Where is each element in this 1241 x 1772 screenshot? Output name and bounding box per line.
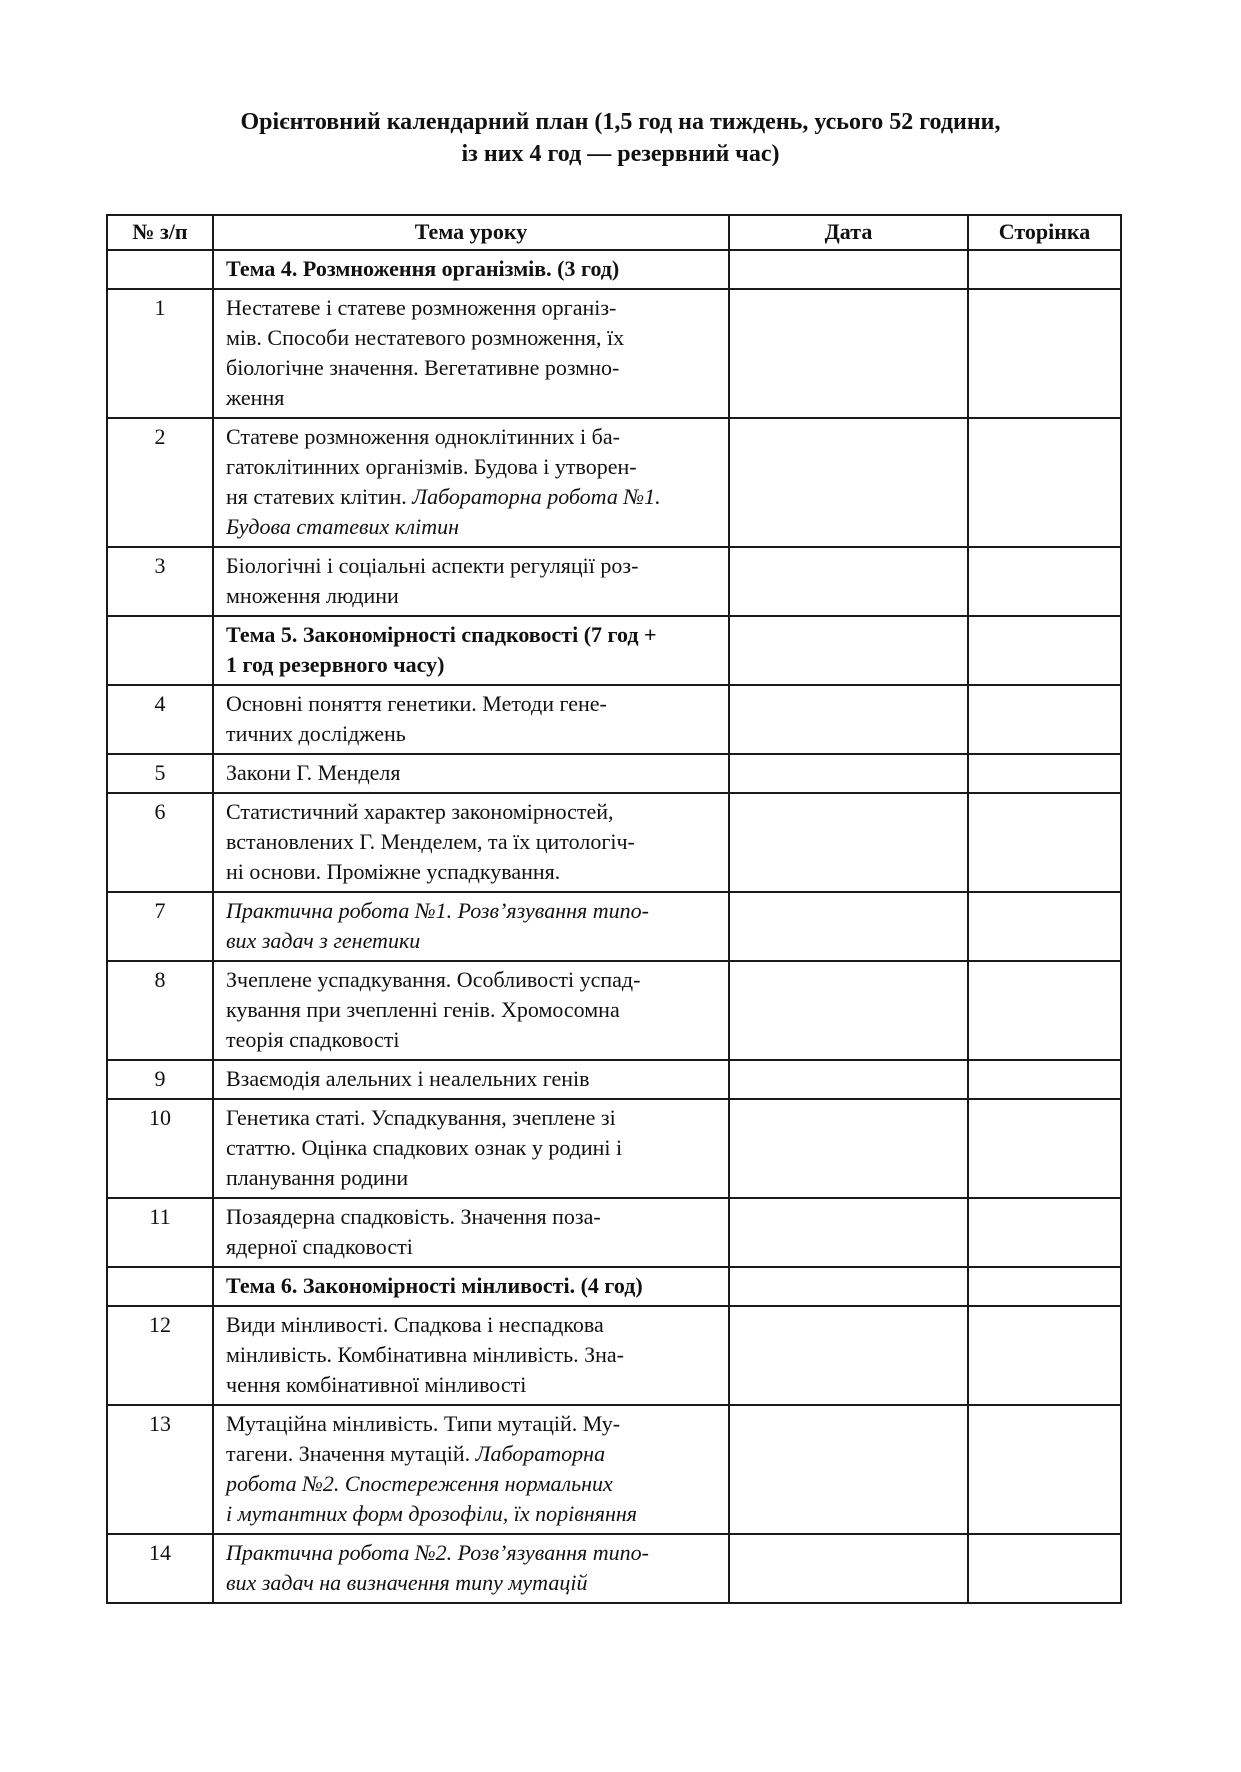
lesson-number-cell: 1 bbox=[107, 289, 213, 418]
topic-text: Взаємодія алельних і неалельних генів bbox=[226, 1066, 590, 1091]
page-cell bbox=[968, 1099, 1121, 1198]
topic-text: Закони Г. Менделя bbox=[226, 760, 401, 785]
table-row bbox=[107, 1405, 1121, 1534]
lesson-topic-cell bbox=[213, 1198, 729, 1267]
topic-text: чення комбінативної мінливості bbox=[226, 1372, 527, 1397]
date-cell bbox=[729, 1306, 968, 1405]
lesson-topic-cell bbox=[213, 418, 729, 547]
table-row bbox=[107, 418, 1121, 547]
table-body bbox=[107, 250, 1121, 1603]
topic-text: мів. Способи нестатевого розмноження, їх bbox=[226, 325, 625, 350]
lesson-number-cell: 3 bbox=[107, 547, 213, 616]
topic-text: Види мінливості. Спадкова і неспадкова bbox=[226, 1312, 604, 1337]
lesson-topic-cell bbox=[213, 1099, 729, 1198]
lesson-topic-cell bbox=[213, 961, 729, 1060]
page-cell bbox=[968, 1306, 1121, 1405]
topic-text: Статеве розмноження одноклітинних і ба- bbox=[226, 424, 620, 449]
page-cell bbox=[968, 1060, 1121, 1099]
page-cell bbox=[968, 961, 1121, 1060]
date-cell bbox=[729, 892, 968, 961]
column-header-topic: Тема уроку bbox=[213, 215, 729, 250]
column-header-page: Сторінка bbox=[968, 215, 1121, 250]
date-cell bbox=[729, 250, 968, 289]
lesson-topic-cell bbox=[213, 892, 729, 961]
lesson-number-cell: 13 bbox=[107, 1405, 213, 1534]
lesson-number-cell bbox=[107, 616, 213, 685]
date-cell bbox=[729, 1534, 968, 1603]
topic-italic-text: Практична робота №2. Розв’язування типо- bbox=[226, 1540, 649, 1565]
date-cell bbox=[729, 418, 968, 547]
page-title bbox=[0, 106, 1241, 170]
section-title-cell bbox=[213, 1267, 729, 1306]
topic-italic-text: і мутантних форм дрозофіли, їх порівняння bbox=[226, 1501, 638, 1526]
lesson-number-cell: 12 bbox=[107, 1306, 213, 1405]
topic-italic-text: вих задач на визначення типу мутацій bbox=[226, 1570, 588, 1595]
lesson-topic-cell bbox=[213, 1306, 729, 1405]
topic-text: Генетика статі. Успадкування, зчеплене зі bbox=[226, 1105, 616, 1130]
lesson-topic-cell bbox=[213, 547, 729, 616]
topic-text: ня статевих клітин. bbox=[226, 484, 413, 509]
topic-text: Тема 6. Закономірності мінливості. (4 год) bbox=[226, 1273, 643, 1298]
lesson-topic-cell bbox=[213, 289, 729, 418]
topic-text: Статистичний характер закономірностей, bbox=[226, 799, 614, 824]
date-cell bbox=[729, 961, 968, 1060]
lesson-plan-table bbox=[106, 214, 1122, 1604]
lesson-number-cell: 10 bbox=[107, 1099, 213, 1198]
topic-text: Тема 5. Закономірності спадковості (7 год + bbox=[226, 622, 657, 647]
table-row bbox=[107, 289, 1121, 418]
table-header bbox=[107, 215, 1121, 250]
topic-text: Основні поняття генетики. Методи гене- bbox=[226, 691, 607, 716]
table-row bbox=[107, 892, 1121, 961]
date-cell bbox=[729, 1405, 968, 1534]
date-cell bbox=[729, 685, 968, 754]
lesson-number-cell: 9 bbox=[107, 1060, 213, 1099]
topic-text: Зчеплене успадкування. Особливості успад- bbox=[226, 967, 641, 992]
lesson-topic-cell bbox=[213, 1534, 729, 1603]
topic-text: біологічне значення. Вегетативне розмно- bbox=[226, 355, 620, 380]
topic-text: Тема 4. Розмноження організмів. (3 год) bbox=[226, 256, 620, 281]
topic-text: ні основи. Проміжне успадкування. bbox=[226, 859, 561, 884]
table-row bbox=[107, 793, 1121, 892]
lesson-topic-cell bbox=[213, 685, 729, 754]
column-header-date: Дата bbox=[729, 215, 968, 250]
section-row bbox=[107, 616, 1121, 685]
topic-italic-text: Лабораторна bbox=[475, 1441, 606, 1466]
page-title-line-1: Орієнтовний календарний план (1,5 год на тиждень, усього 52 години, bbox=[240, 109, 1001, 135]
date-cell bbox=[729, 1060, 968, 1099]
topic-text: ження bbox=[226, 385, 285, 410]
topic-text: тичних досліджень bbox=[226, 721, 406, 746]
date-cell bbox=[729, 289, 968, 418]
topic-text: Біологічні і соціальні аспекти регуляції роз- bbox=[226, 553, 639, 578]
lesson-number-cell bbox=[107, 1267, 213, 1306]
lesson-number-cell: 14 bbox=[107, 1534, 213, 1603]
topic-italic-text: вих задач з генетики bbox=[226, 928, 421, 953]
date-cell bbox=[729, 793, 968, 892]
topic-text: множення людини bbox=[226, 583, 399, 608]
date-cell bbox=[729, 1099, 968, 1198]
date-cell bbox=[729, 1267, 968, 1306]
page-cell bbox=[968, 1534, 1121, 1603]
topic-text: встановлених Г. Менделем, та їх цитологіч- bbox=[226, 829, 635, 854]
lesson-number-cell: 2 bbox=[107, 418, 213, 547]
topic-italic-text: Практична робота №1. Розв’язування типо- bbox=[226, 898, 649, 923]
topic-text: ядерної спадковості bbox=[226, 1234, 413, 1259]
date-cell bbox=[729, 1198, 968, 1267]
page-cell bbox=[968, 1267, 1121, 1306]
table-row bbox=[107, 1534, 1121, 1603]
section-row bbox=[107, 250, 1121, 289]
topic-text: 1 год резервного часу) bbox=[226, 652, 445, 677]
page-cell bbox=[968, 685, 1121, 754]
page-cell bbox=[968, 547, 1121, 616]
topic-text: планування родини bbox=[226, 1165, 409, 1190]
table-row bbox=[107, 1198, 1121, 1267]
lesson-number-cell: 7 bbox=[107, 892, 213, 961]
page-cell bbox=[968, 289, 1121, 418]
page-cell bbox=[968, 250, 1121, 289]
topic-text: гатоклітинних організмів. Будова і утворен- bbox=[226, 454, 637, 479]
section-title-cell bbox=[213, 250, 729, 289]
lesson-topic-cell bbox=[213, 793, 729, 892]
lesson-topic-cell bbox=[213, 1060, 729, 1099]
lesson-number-cell: 5 bbox=[107, 754, 213, 793]
page-title-line-2: із них 4 год — резервний час) bbox=[461, 141, 780, 167]
topic-text: мінливість. Комбінативна мінливість. Зна- bbox=[226, 1342, 624, 1367]
page-cell bbox=[968, 418, 1121, 547]
lesson-number-cell bbox=[107, 250, 213, 289]
table-row bbox=[107, 685, 1121, 754]
topic-italic-text: робота №2. Спостереження нормальних bbox=[226, 1471, 613, 1496]
table-row bbox=[107, 754, 1121, 793]
topic-text: Позаядерна спадковість. Значення поза- bbox=[226, 1204, 601, 1229]
date-cell bbox=[729, 547, 968, 616]
section-row bbox=[107, 1267, 1121, 1306]
lesson-number-cell: 4 bbox=[107, 685, 213, 754]
topic-text: тагени. Значення мутацій. bbox=[226, 1441, 476, 1466]
page-cell bbox=[968, 1198, 1121, 1267]
page-cell bbox=[968, 892, 1121, 961]
page-cell bbox=[968, 616, 1121, 685]
table-row bbox=[107, 1306, 1121, 1405]
lesson-topic-cell bbox=[213, 1405, 729, 1534]
page-cell bbox=[968, 1405, 1121, 1534]
column-header-number: № з/п bbox=[107, 215, 213, 250]
topic-text: статтю. Оцінка спадкових ознак у родині і bbox=[226, 1135, 623, 1160]
topic-italic-text: Лабораторна робота №1. bbox=[412, 484, 661, 509]
section-title-cell bbox=[213, 616, 729, 685]
topic-text: Мутаційна мінливість. Типи мутацій. Му- bbox=[226, 1411, 621, 1436]
date-cell bbox=[729, 754, 968, 793]
table-row bbox=[107, 547, 1121, 616]
table-row bbox=[107, 961, 1121, 1060]
topic-text: теорія спадковості bbox=[226, 1027, 400, 1052]
lesson-topic-cell bbox=[213, 754, 729, 793]
topic-italic-text: Будова статевих клітин bbox=[226, 514, 460, 539]
topic-text: Нестатеве і статеве розмноження організ- bbox=[226, 295, 617, 320]
lesson-number-cell: 8 bbox=[107, 961, 213, 1060]
lesson-number-cell: 6 bbox=[107, 793, 213, 892]
lesson-number-cell: 11 bbox=[107, 1198, 213, 1267]
date-cell bbox=[729, 616, 968, 685]
page-cell bbox=[968, 793, 1121, 892]
table-row bbox=[107, 1099, 1121, 1198]
page-cell bbox=[968, 754, 1121, 793]
table-header-row bbox=[107, 215, 1121, 250]
topic-text: кування при зчепленні генів. Хромосомна bbox=[226, 997, 620, 1022]
table-row bbox=[107, 1060, 1121, 1099]
